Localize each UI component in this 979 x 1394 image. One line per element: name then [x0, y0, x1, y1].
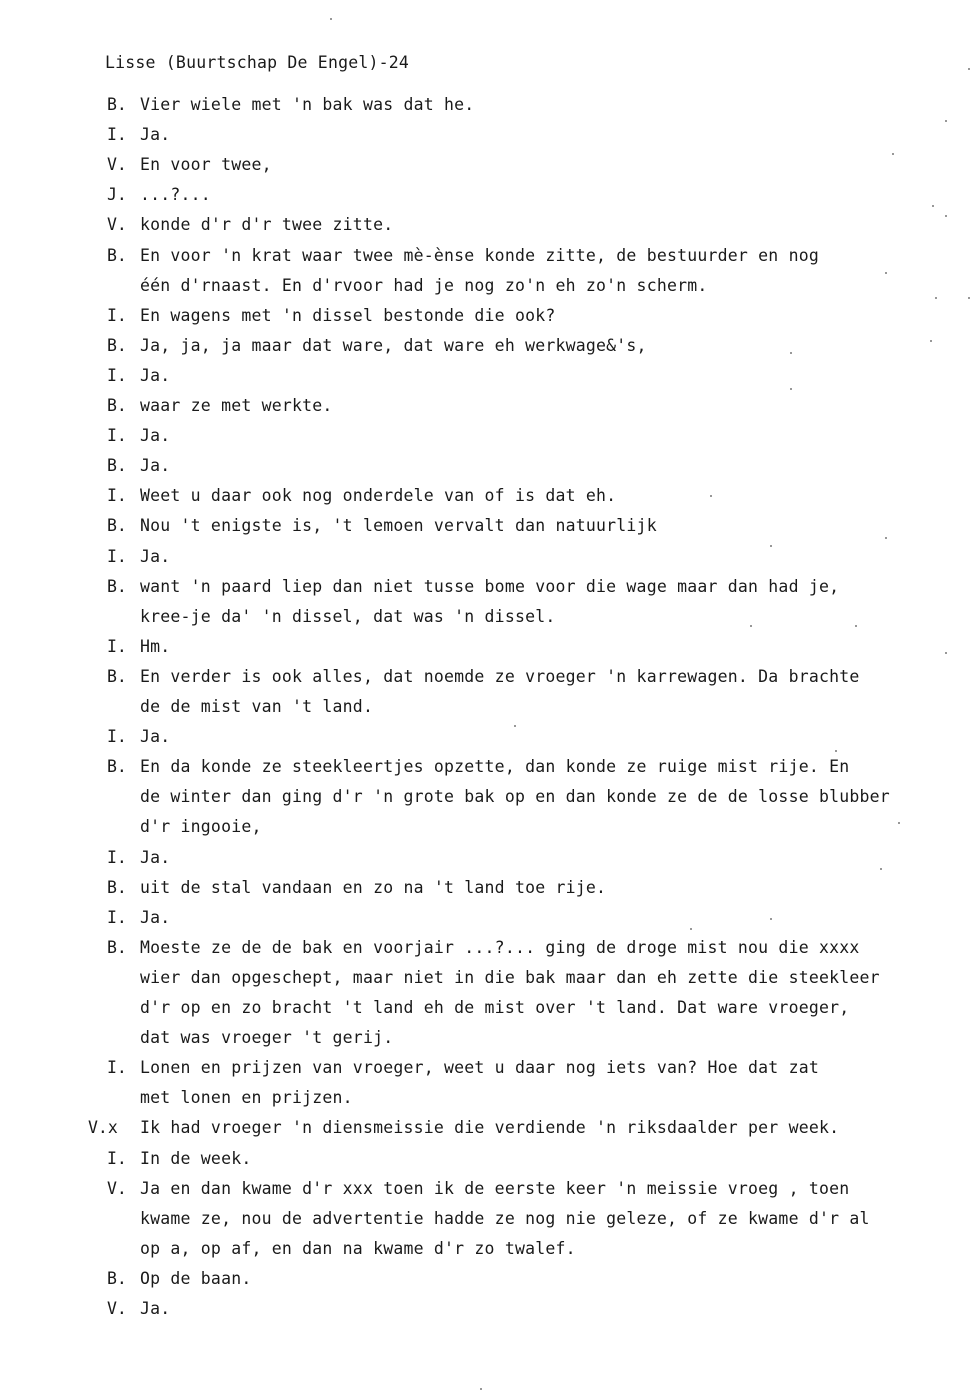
speaker-label: B. — [107, 456, 127, 476]
transcript-line: En voor 'n krat waar twee mè-ènse konde zitte, de bestuurder en nog — [140, 245, 819, 265]
page-header: Lisse (Buurtschap De Engel)-24 — [105, 53, 410, 72]
transcript-line: kwame ze, nou de advertentie hadde ze nog nie geleze, of ze kwame d'r al — [140, 1208, 870, 1228]
scan-speck — [750, 625, 752, 627]
scan-speck — [710, 495, 712, 497]
scan-speck — [885, 537, 887, 539]
scan-speck — [885, 272, 887, 274]
transcript-line: Ja. — [140, 365, 171, 385]
scan-speck — [898, 822, 900, 824]
scan-speck — [835, 750, 837, 752]
speaker-label: B. — [107, 666, 127, 686]
speaker-label: B. — [107, 1268, 127, 1288]
speaker-label: I. — [107, 365, 127, 385]
transcript-line: kree-je da' 'n dissel, dat was 'n dissel. — [140, 606, 556, 626]
speaker-label: V. — [107, 1299, 127, 1318]
scan-speck — [690, 928, 692, 930]
transcript-line: Ja. — [140, 546, 171, 566]
transcript-line: uit de stal vandaan en zo na 't land toe rije. — [140, 877, 607, 897]
transcript-line: Ja en dan kwame d'r xxx toen ik de eerste keer 'n meissie vroeg , toen — [140, 1178, 850, 1198]
speaker-label: I. — [107, 546, 127, 566]
speaker-label: I. — [107, 486, 127, 506]
speaker-label: I. — [107, 1148, 127, 1168]
transcript-line: ...?... — [140, 185, 211, 205]
transcript-line: Lonen en prijzen van vroeger, weet u daar nog iets van? Hoe dat zat — [140, 1058, 819, 1078]
speaker-label: B. — [107, 396, 127, 415]
transcript-line: Op de baan. — [140, 1268, 252, 1288]
transcript-line: En voor twee, — [140, 155, 272, 175]
transcript-line: want 'n paard liep dan niet tusse bome voor die wage maar dan had je, — [140, 576, 840, 596]
transcript-line: de de mist van 't land. — [140, 697, 374, 716]
scan-speck — [968, 297, 970, 299]
scan-speck — [935, 297, 937, 299]
speaker-label: B. — [107, 937, 127, 957]
transcript-line: Ja. — [140, 727, 171, 747]
transcript-line: Nou 't enigste is, 't lemoen vervalt dan natuurlijk — [140, 516, 657, 536]
transcript-line: dat was vroeger 't gerij. — [140, 1028, 394, 1048]
transcript-line: Ja. — [140, 1299, 171, 1318]
transcript-line: En wagens met 'n dissel bestonde die ook? — [140, 305, 556, 325]
speaker-label: V. — [107, 1178, 127, 1198]
transcript-line: d'r ingooie, — [140, 817, 262, 837]
scan-speck — [480, 1388, 482, 1390]
scan-speck — [790, 388, 792, 390]
scan-speck — [790, 352, 792, 354]
transcript-line: Moeste ze de de bak en voorjair ...?... ging de droge mist nou die xxxx — [140, 937, 860, 957]
scan-speck — [330, 18, 332, 20]
speaker-label: J. — [107, 185, 127, 205]
transcript-line: waar ze met werkte. — [140, 396, 333, 415]
speaker-label: B. — [107, 245, 127, 265]
scan-speck — [945, 215, 947, 217]
transcript-line: Hm. — [140, 636, 171, 656]
speaker-label: I. — [107, 727, 127, 747]
scan-speck — [770, 918, 772, 920]
speaker-label: I. — [107, 1058, 127, 1078]
speaker-label: V. — [107, 215, 127, 235]
transcript-line: Ja. — [140, 847, 171, 867]
scan-speck — [968, 68, 970, 70]
speaker-label: B. — [107, 757, 127, 777]
scan-speck — [945, 120, 947, 122]
scan-speck — [880, 868, 882, 870]
scan-speck — [770, 545, 772, 547]
speaker-label: I. — [107, 125, 127, 145]
transcript-line: Ja. — [140, 456, 171, 476]
scan-speck — [892, 153, 894, 155]
transcript-line: Ja. — [140, 125, 171, 145]
speaker-label: B. — [107, 95, 127, 114]
transcript-line: één d'rnaast. En d'rvoor had je nog zo'n eh zo'n scherm. — [140, 275, 708, 295]
speaker-label: V. — [107, 155, 127, 175]
transcript-line: Ik had vroeger 'n diensmeissie die verdiende 'n riksdaalder per week. — [140, 1118, 840, 1138]
speaker-label: I. — [107, 636, 127, 656]
scan-speck — [930, 340, 932, 342]
transcript-line: En da konde ze steekleertjes opzette, dan konde ze ruige mist rije. En — [140, 757, 850, 777]
transcript-line: de winter dan ging d'r 'n grote bak op en dan konde ze de de losse blubber — [140, 787, 890, 807]
transcript-line: Ja. — [140, 907, 171, 927]
transcript-line: op a, op af, en dan na kwame d'r zo twalef. — [140, 1238, 576, 1258]
transcript-line: Ja, ja, ja maar dat ware, dat ware eh werkwage&'s, — [140, 335, 647, 355]
speaker-label: B. — [107, 877, 127, 897]
speaker-label: V.x — [88, 1118, 118, 1138]
scan-speck — [945, 652, 947, 654]
speaker-label: I. — [107, 426, 127, 446]
speaker-label: B. — [107, 335, 127, 355]
speaker-label: I. — [107, 907, 127, 927]
speaker-label: I. — [107, 847, 127, 867]
transcript-line: met lonen en prijzen. — [140, 1088, 353, 1108]
scan-speck — [514, 725, 516, 727]
transcript-line: Vier wiele met 'n bak was dat he. — [140, 95, 475, 114]
transcript-line: En verder is ook alles, dat noemde ze vroeger 'n karrewagen. Da brachte — [140, 666, 860, 686]
transcript-line: In de week. — [140, 1148, 252, 1168]
transcript-line: wier dan opgeschept, maar niet in die bak maar dan eh zette die steekleer — [140, 967, 880, 987]
transcript-line: konde d'r d'r twee zitte. — [140, 215, 394, 235]
transcript-line: d'r op en zo bracht 't land eh de mist over 't land. Dat ware vroeger, — [140, 998, 850, 1017]
transcript-line: Weet u daar ook nog onderdele van of is dat eh. — [140, 486, 617, 506]
speaker-label: B. — [107, 576, 127, 596]
speaker-label: B. — [107, 516, 127, 536]
transcript-line: Ja. — [140, 426, 171, 446]
scan-speck — [932, 205, 934, 207]
speaker-label: I. — [107, 305, 127, 325]
scan-speck — [855, 625, 857, 627]
